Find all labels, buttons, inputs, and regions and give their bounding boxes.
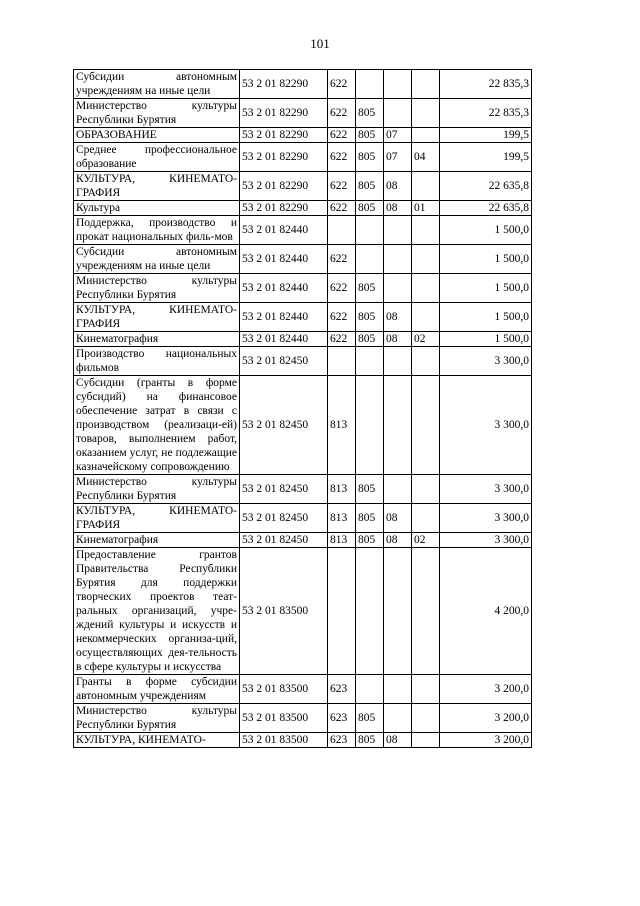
subsection-code: 02 — [412, 332, 440, 347]
section-code — [384, 675, 412, 704]
expense-type-code: 813 — [328, 376, 356, 475]
row-name: Производство национальных фильмов — [74, 347, 240, 376]
table-row — [74, 704, 532, 733]
department-code: 805 — [356, 475, 384, 504]
table-row — [74, 332, 532, 347]
department-code: 805 — [356, 303, 384, 332]
target-article-code: 53 2 01 82290 — [240, 201, 328, 216]
subsection-code — [412, 548, 440, 675]
target-article-code: 53 2 01 82440 — [240, 274, 328, 303]
budget-table-body — [74, 70, 532, 748]
amount: 199,5 — [440, 143, 532, 172]
department-code — [356, 675, 384, 704]
subsection-code — [412, 70, 440, 99]
expense-type-code: 622 — [328, 70, 356, 99]
amount: 4 200,0 — [440, 548, 532, 675]
table-row — [74, 475, 532, 504]
department-code — [356, 347, 384, 376]
subsection-code — [412, 504, 440, 533]
section-code — [384, 274, 412, 303]
target-article-code: 53 2 01 82290 — [240, 172, 328, 201]
target-article-code: 53 2 01 83500 — [240, 675, 328, 704]
amount: 3 300,0 — [440, 376, 532, 475]
department-code: 805 — [356, 332, 384, 347]
subsection-code — [412, 704, 440, 733]
table-row — [74, 143, 532, 172]
row-name: Гранты в форме субсидии автономным учреждениям — [74, 675, 240, 704]
department-code: 805 — [356, 99, 384, 128]
expense-type-code: 622 — [328, 99, 356, 128]
expense-type-code: 622 — [328, 245, 356, 274]
expense-type-code: 622 — [328, 128, 356, 143]
expense-type-code: 813 — [328, 475, 356, 504]
amount: 3 300,0 — [440, 347, 532, 376]
row-name: Среднее профессиональное образование — [74, 143, 240, 172]
expense-type-code: 622 — [328, 274, 356, 303]
subsection-code — [412, 99, 440, 128]
row-name: Субсидии автономным учреждениям на иные цели — [74, 70, 240, 99]
row-name: Субсидии (гранты в форме субсидий) на финансовое обеспечение затрат в связи с производством (реализаци-ей) товаров, выполнением работ, оказанием услуг, не подлежащие казначейскому сопровождению — [74, 376, 240, 475]
department-code: 805 — [356, 201, 384, 216]
section-code — [384, 245, 412, 274]
target-article-code: 53 2 01 82440 — [240, 245, 328, 274]
department-code — [356, 70, 384, 99]
amount: 1 500,0 — [440, 245, 532, 274]
table-row — [74, 201, 532, 216]
department-code — [356, 216, 384, 245]
table-row — [74, 70, 532, 99]
subsection-code — [412, 274, 440, 303]
target-article-code: 53 2 01 82440 — [240, 216, 328, 245]
section-code: 07 — [384, 128, 412, 143]
section-code: 08 — [384, 533, 412, 548]
section-code: 08 — [384, 733, 412, 748]
amount: 3 200,0 — [440, 704, 532, 733]
target-article-code: 53 2 01 82290 — [240, 128, 328, 143]
table-row — [74, 347, 532, 376]
department-code: 805 — [356, 704, 384, 733]
row-name: Министерство культуры Республики Бурятия — [74, 704, 240, 733]
department-code — [356, 376, 384, 475]
table-row — [74, 99, 532, 128]
row-name: Поддержка, производство и прокат национальных филь-мов — [74, 216, 240, 245]
amount: 199,5 — [440, 128, 532, 143]
target-article-code: 53 2 01 82290 — [240, 70, 328, 99]
target-article-code: 53 2 01 82450 — [240, 376, 328, 475]
expense-type-code: 813 — [328, 504, 356, 533]
subsection-code — [412, 245, 440, 274]
subsection-code — [412, 128, 440, 143]
target-article-code: 53 2 01 82450 — [240, 533, 328, 548]
department-code: 805 — [356, 733, 384, 748]
target-article-code: 53 2 01 82450 — [240, 347, 328, 376]
row-name: ОБРАЗОВАНИЕ — [74, 128, 240, 143]
subsection-code — [412, 475, 440, 504]
expense-type-code: 622 — [328, 201, 356, 216]
section-code — [384, 548, 412, 675]
table-row — [74, 172, 532, 201]
department-code — [356, 245, 384, 274]
target-article-code: 53 2 01 82440 — [240, 332, 328, 347]
section-code — [384, 99, 412, 128]
department-code: 805 — [356, 128, 384, 143]
section-code — [384, 475, 412, 504]
department-code — [356, 548, 384, 675]
amount: 3 300,0 — [440, 533, 532, 548]
target-article-code: 53 2 01 82440 — [240, 303, 328, 332]
subsection-code — [412, 172, 440, 201]
budget-table — [73, 69, 532, 748]
expense-type-code: 622 — [328, 172, 356, 201]
row-name: Министерство культуры Республики Бурятия — [74, 475, 240, 504]
expense-type-code — [328, 216, 356, 245]
row-name: Культура — [74, 201, 240, 216]
target-article-code: 53 2 01 83500 — [240, 704, 328, 733]
table-row — [74, 274, 532, 303]
subsection-code: 02 — [412, 533, 440, 548]
table-row — [74, 245, 532, 274]
expense-type-code: 622 — [328, 332, 356, 347]
row-name: Кинематография — [74, 533, 240, 548]
amount: 1 500,0 — [440, 303, 532, 332]
row-name: Субсидии автономным учреждениям на иные цели — [74, 245, 240, 274]
target-article-code: 53 2 01 82450 — [240, 475, 328, 504]
table-row — [74, 128, 532, 143]
amount: 3 300,0 — [440, 504, 532, 533]
table-row — [74, 675, 532, 704]
row-name: Министерство культуры Республики Бурятия — [74, 274, 240, 303]
target-article-code: 53 2 01 83500 — [240, 733, 328, 748]
section-code: 08 — [384, 504, 412, 533]
section-code — [384, 376, 412, 475]
table-row — [74, 216, 532, 245]
expense-type-code: 622 — [328, 303, 356, 332]
expense-type-code — [328, 347, 356, 376]
page-number: 101 — [310, 36, 330, 51]
table-row — [74, 303, 532, 332]
row-name: КУЛЬТУРА, КИНЕМАТО-ГРАФИЯ — [74, 172, 240, 201]
table-row — [74, 533, 532, 548]
amount: 1 500,0 — [440, 274, 532, 303]
section-code: 08 — [384, 303, 412, 332]
target-article-code: 53 2 01 82450 — [240, 504, 328, 533]
subsection-code — [412, 347, 440, 376]
row-name: КУЛЬТУРА, КИНЕМАТО-ГРАФИЯ — [74, 303, 240, 332]
table-row — [74, 548, 532, 675]
section-code — [384, 70, 412, 99]
expense-type-code — [328, 548, 356, 675]
section-code: 08 — [384, 172, 412, 201]
amount: 22 835,3 — [440, 70, 532, 99]
table-row — [74, 376, 532, 475]
row-name: Кинематография — [74, 332, 240, 347]
amount: 1 500,0 — [440, 216, 532, 245]
target-article-code: 53 2 01 83500 — [240, 548, 328, 675]
amount: 3 300,0 — [440, 475, 532, 504]
target-article-code: 53 2 01 82290 — [240, 143, 328, 172]
department-code: 805 — [356, 172, 384, 201]
row-name: КУЛЬТУРА, КИНЕМАТО-ГРАФИЯ — [74, 504, 240, 533]
subsection-code — [412, 376, 440, 475]
subsection-code: 04 — [412, 143, 440, 172]
amount: 3 200,0 — [440, 675, 532, 704]
department-code: 805 — [356, 274, 384, 303]
section-code — [384, 347, 412, 376]
amount: 1 500,0 — [440, 332, 532, 347]
amount: 3 200,0 — [440, 733, 532, 748]
expense-type-code: 622 — [328, 143, 356, 172]
subsection-code: 01 — [412, 201, 440, 216]
section-code — [384, 704, 412, 733]
section-code: 08 — [384, 332, 412, 347]
subsection-code — [412, 216, 440, 245]
expense-type-code: 623 — [328, 704, 356, 733]
table-row — [74, 504, 532, 533]
expense-type-code: 623 — [328, 733, 356, 748]
department-code: 805 — [356, 533, 384, 548]
expense-type-code: 623 — [328, 675, 356, 704]
subsection-code — [412, 675, 440, 704]
department-code: 805 — [356, 143, 384, 172]
subsection-code — [412, 733, 440, 748]
amount: 22 635,8 — [440, 201, 532, 216]
section-code — [384, 216, 412, 245]
subsection-code — [412, 303, 440, 332]
amount: 22 635,8 — [440, 172, 532, 201]
section-code: 07 — [384, 143, 412, 172]
expense-type-code: 813 — [328, 533, 356, 548]
table-row — [74, 733, 532, 748]
amount: 22 835,3 — [440, 99, 532, 128]
section-code: 08 — [384, 201, 412, 216]
row-name: Предоставление грантов Правительства Республики Бурятия для поддержки творческих проектов теат-ральных организаций, учре-ждений культуры и искусств и некоммерческих организа-ций, осуществляющих дея-тельность в сфере культуры и искусства — [74, 548, 240, 675]
row-name: КУЛЬТУРА, КИНЕМАТО- — [74, 733, 240, 748]
target-article-code: 53 2 01 82290 — [240, 99, 328, 128]
department-code: 805 — [356, 504, 384, 533]
row-name: Министерство культуры Республики Бурятия — [74, 99, 240, 128]
